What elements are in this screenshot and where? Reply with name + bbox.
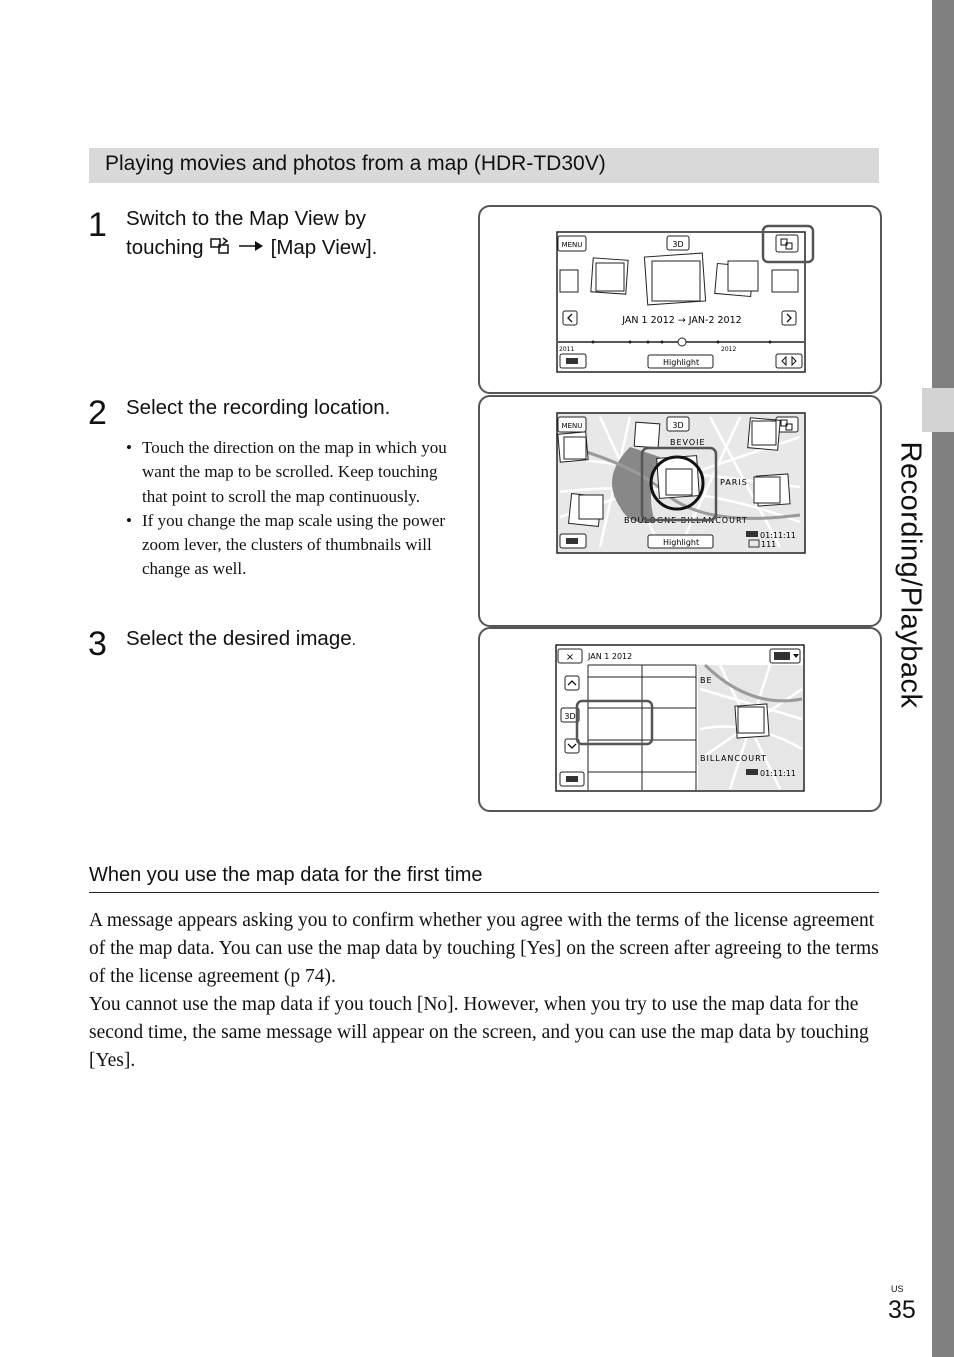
body-paragraph-1: A message appears asking you to confirm whether you agree with the terms of the license agreement of the map data. You can use the map data by touching [Yes] on the screen after agreeing to the terms of the license agreement (p 74). [89,910,879,987]
body-paragraph-2: You cannot use the map data if you touch [No]. However, when you try to use the map data for the second time, the same message will appear on the screen, and you can use the map data by touching [Yes]. [89,994,869,1071]
step-1-line-2: touching [Map View]. [126,236,378,259]
timeline-cursor[interactable] [678,338,686,346]
3d-button-label: 3D [564,712,576,721]
page-region: US [891,1284,904,1294]
movie-count-icon [746,531,758,537]
arrow-right-icon [237,239,265,253]
movie-counter: 01:11:11 [760,769,796,778]
body-text [89,907,879,1075]
timeline-year-right: 2012 [721,346,737,353]
section-tab-label: Recording/Playback [894,441,927,709]
step-2-text: Select the recording location. [126,396,391,419]
map-label-bottom: BOULOGNE-BILLANCOURT [624,516,748,525]
next-button[interactable] [782,311,796,325]
page-number: 35 [888,1296,916,1324]
screen-3-frame [478,627,882,812]
3d-button-label: 3D [672,421,684,430]
step-1-line-1: Switch to the Map View by [126,207,367,230]
map-label-top: BEVOIE [670,438,706,447]
map-label-top: BE [700,676,713,685]
step-2-bullet-2: • If you change the map scale using the power zoom lever, the clusters of thumbnails will change as well. [126,509,456,582]
screen-3-display [480,629,880,810]
step-1-number: 1 [88,206,107,244]
step-1-text [126,204,377,262]
map-thumbnail-front[interactable] [738,707,764,733]
close-icon: × [565,652,575,663]
step-3-number: 3 [88,625,107,663]
step-2-bullets [126,436,456,582]
subsection-heading [89,862,879,893]
screen-2-frame [478,395,882,627]
screen-2-display [480,397,880,625]
date-range: JAN 1 2012 → JAN-2 2012 [622,315,742,326]
photo-counter: 111 [761,540,777,549]
step-2-bullet-1: • Touch the direction on the map in which you want the map to be scrolled. Keep touching that point to scroll the map continuously. [126,436,456,509]
date-label: JAN 1 2012 [588,652,633,661]
movie-count-icon [746,769,758,775]
highlight-button-label: Highlight [663,538,700,547]
step-3-text: Select the desired image. [126,627,357,650]
section-sidebar-tab [922,388,954,432]
previous-button[interactable] [563,311,577,325]
menu-button-label: MENU [561,422,583,430]
section-heading [89,148,879,183]
camera-mode-icon [566,776,578,782]
hd-quality-icon [774,652,790,660]
scroll-up-button[interactable] [565,676,579,690]
toggle-view-icon [209,236,231,256]
map-label-bottom: BILLANCOURT [700,754,768,763]
subsection-heading-text: When you use the map data for the first time [89,864,483,886]
menu-button-label: MENU [561,241,583,249]
map-label-paris: PARIS [720,478,748,487]
section-heading-text: Playing movies and photos from a map (HDR-TD30V) [105,152,606,175]
screen-1-display [480,207,880,392]
movie-counter: 01:11:11 [760,531,796,540]
camera-mode-icon [566,358,578,364]
step-2-number: 2 [88,394,107,432]
screen-1-frame [478,205,882,394]
playback-switch-button[interactable] [776,354,802,368]
highlight-button-label: Highlight [663,358,700,367]
3d-button-label: 3D [672,240,684,249]
timeline-year-left: 2011 [559,346,575,353]
camera-mode-icon [566,538,578,544]
